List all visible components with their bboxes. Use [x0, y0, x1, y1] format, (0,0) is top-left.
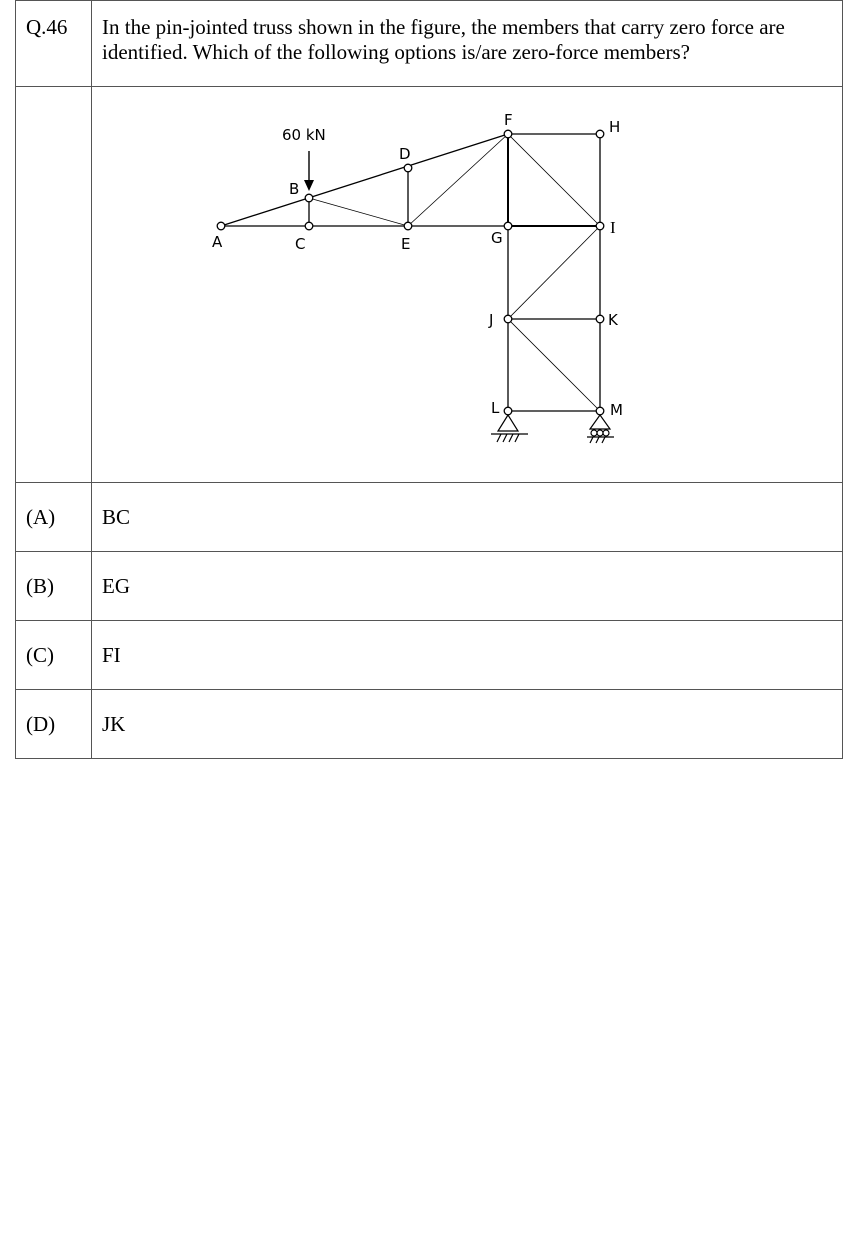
load-arrow-icon [304, 151, 314, 191]
joint-J [504, 315, 512, 323]
joint-I [596, 222, 604, 230]
joint-G [504, 222, 512, 230]
option-row-d[interactable] [16, 690, 843, 759]
figure-cell [92, 87, 843, 483]
joint-E [404, 222, 412, 230]
member-EF [408, 134, 508, 226]
node-label-F: F [504, 111, 513, 129]
load-label: 60 kN [282, 126, 326, 144]
member-BE [309, 198, 408, 226]
truss-members [221, 134, 600, 411]
pin-support-icon [491, 415, 528, 442]
joint-L [504, 407, 512, 415]
member-JM [508, 319, 600, 411]
option-text-d: JK [92, 690, 843, 759]
option-text-b: EG [92, 552, 843, 621]
node-label-C: C [295, 235, 306, 253]
option-label-b: (B) [16, 552, 92, 621]
node-label-I: I [610, 218, 616, 237]
joint-A [217, 222, 225, 230]
figure-wrap [92, 87, 842, 482]
question-table [15, 0, 843, 759]
roller-support-icon [587, 415, 614, 443]
node-label-K: K [608, 311, 618, 329]
node-label-H: H [609, 118, 621, 136]
node-label-G: G [491, 229, 503, 247]
node-label-M: M [610, 401, 623, 419]
node-label-J: J [489, 311, 494, 329]
option-row-b[interactable] [16, 552, 843, 621]
question-row [16, 1, 843, 87]
truss-figure [92, 87, 842, 482]
joint-H [596, 130, 604, 138]
member-IJ [508, 226, 600, 319]
node-label-A: A [212, 233, 223, 251]
node-label-E: E [401, 235, 411, 253]
question-text: In the pin-jointed truss shown in the figure, the members that carry zero force are identified. Which of the following options is/are zero-force members? [92, 1, 843, 87]
option-text-c: FI [92, 621, 843, 690]
figure-row-blank [16, 87, 92, 483]
option-row-c[interactable] [16, 621, 843, 690]
member-AF [221, 134, 508, 226]
joint-C [305, 222, 313, 230]
joint-F [504, 130, 512, 138]
figure-row [16, 87, 843, 483]
option-text-a: BC [92, 483, 843, 552]
joint-B [305, 194, 313, 202]
option-row-a[interactable] [16, 483, 843, 552]
node-label-L: L [491, 399, 500, 417]
joint-K [596, 315, 604, 323]
option-label-d: (D) [16, 690, 92, 759]
question-number: Q.46 [16, 1, 92, 87]
node-label-B: B [289, 180, 300, 198]
joint-D [404, 164, 412, 172]
option-label-a: (A) [16, 483, 92, 552]
truss-joints [217, 130, 604, 415]
node-label-D: D [399, 145, 411, 163]
joint-M [596, 407, 604, 415]
member-FI [508, 134, 600, 226]
option-label-c: (C) [16, 621, 92, 690]
